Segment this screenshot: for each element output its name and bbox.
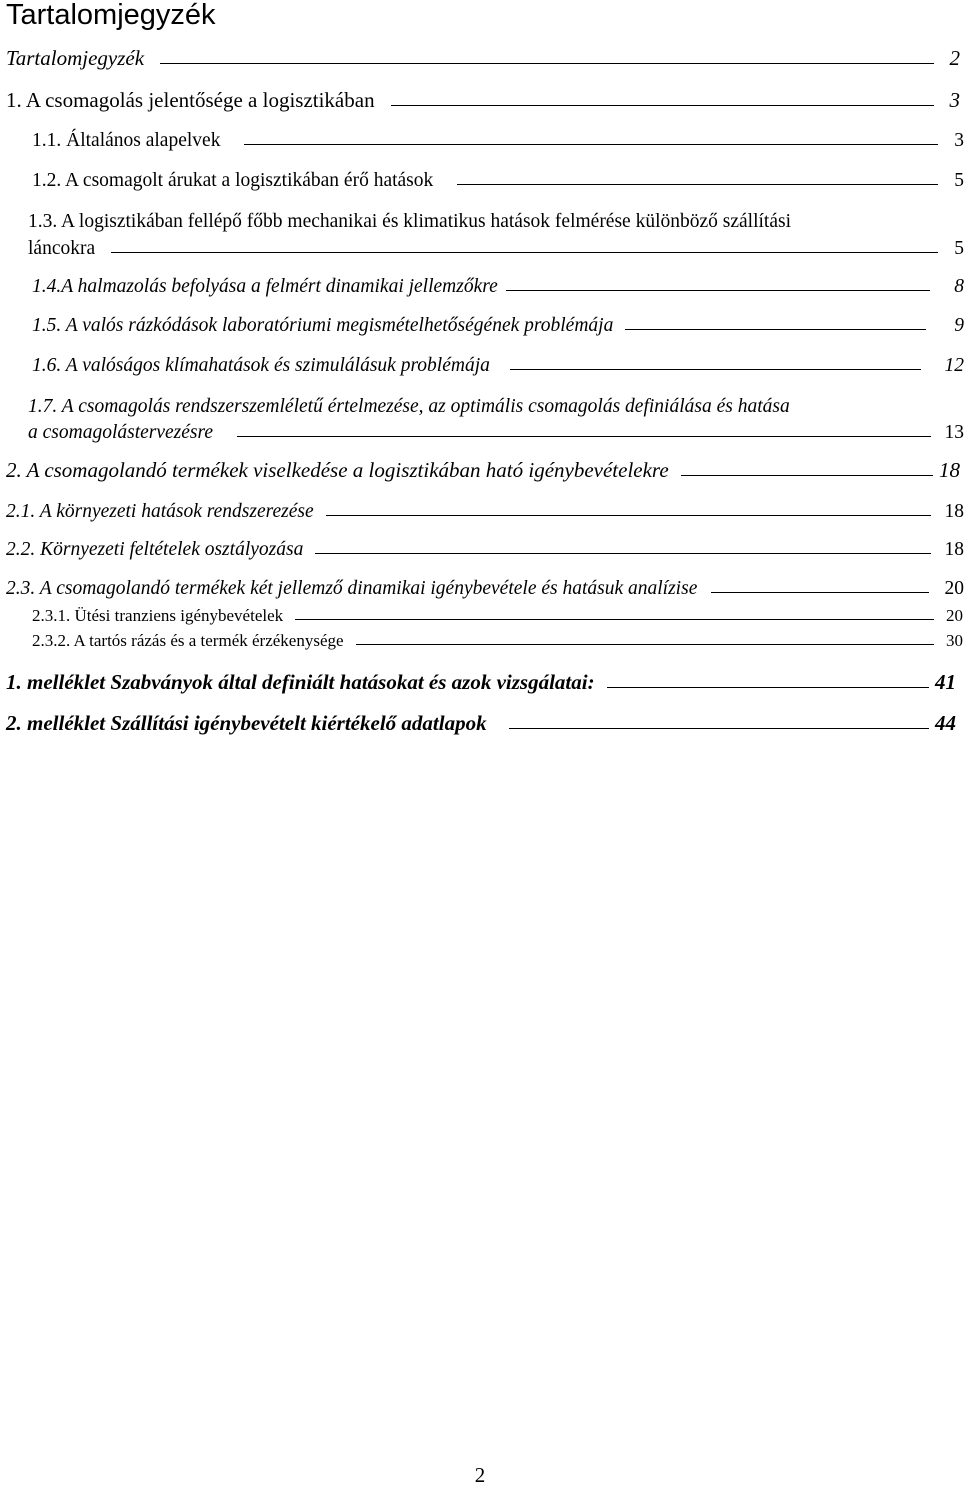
toc-entry-label: 2.3.1. Ütési tranziens igénybevételek bbox=[32, 606, 284, 625]
toc-entry[interactable] bbox=[6, 711, 956, 736]
toc-leader bbox=[315, 553, 930, 554]
toc-entry-page: 44 bbox=[935, 711, 956, 735]
toc-leader bbox=[391, 105, 934, 106]
toc-entry-label: 1.4.A halmazolás befolyása a felmért dinamikai jellemzőkre bbox=[32, 276, 498, 297]
toc-entry[interactable] bbox=[6, 670, 956, 695]
toc-entry[interactable] bbox=[32, 606, 963, 626]
toc-entry[interactable] bbox=[6, 458, 960, 483]
toc-entry-label: 2. A csomagolandó termékek viselkedése a logisztikában ható igénybevételekre bbox=[6, 458, 669, 482]
toc-entry-label: 2.2. Környezeti feltételek osztályozása bbox=[6, 539, 304, 560]
toc-entry[interactable] bbox=[6, 539, 964, 561]
toc-entry[interactable] bbox=[6, 578, 964, 600]
toc-entry[interactable] bbox=[32, 631, 963, 651]
toc-entry-page: 18 bbox=[944, 539, 964, 560]
toc-entry[interactable] bbox=[32, 130, 964, 152]
toc-entry-label: 2.1. A környezeti hatások rendszerezése bbox=[6, 501, 314, 522]
toc-entry-label: Tartalomjegyzék bbox=[6, 46, 145, 70]
toc-entry[interactable] bbox=[6, 46, 960, 71]
toc-leader bbox=[625, 329, 926, 330]
toc-entry[interactable] bbox=[32, 315, 964, 337]
toc-entry-page: 13 bbox=[944, 422, 964, 443]
toc-entry[interactable] bbox=[32, 170, 964, 192]
toc-entry-page: 2 bbox=[949, 46, 960, 70]
toc-entry-page: 12 bbox=[944, 355, 964, 376]
toc-leader bbox=[607, 687, 929, 688]
toc-entry-label: 1.2. A csomagolt árukat a logisztikában érő hatások bbox=[32, 170, 434, 191]
toc-leader bbox=[457, 184, 938, 185]
toc-entry-label: 2.3. A csomagolandó termékek két jellemző dinamikai igénybevétele és hatásuk analízise bbox=[6, 578, 698, 599]
toc-entry[interactable] bbox=[6, 88, 960, 113]
toc-entry-page: 20 bbox=[944, 578, 964, 599]
toc-entry[interactable] bbox=[6, 501, 964, 523]
toc-leader bbox=[160, 63, 933, 64]
toc-entry-label: 1.1. Általános alapelvek bbox=[32, 130, 221, 151]
toc-entry-label: 1. melléklet Szabványok által definiált hatásokat és azok vizsgálatai: bbox=[6, 670, 595, 694]
toc-entry-label: 1.3. A logisztikában fellépő főbb mechanikai és klimatikus hatások felmérése különböző szállítási bbox=[28, 211, 792, 232]
toc-entry-label: 1.6. A valóságos klímahatások és szimulálásuk problémája bbox=[32, 355, 490, 376]
toc-entry-page: 18 bbox=[944, 501, 964, 522]
toc-entry[interactable] bbox=[32, 355, 964, 377]
toc-entry-page: 8 bbox=[954, 276, 964, 297]
toc-leader bbox=[237, 436, 930, 437]
toc-leader bbox=[510, 369, 921, 370]
toc-entry-label: 1.7. A csomagolás rendszerszemléletű értelmezése, az optimális csomagolás definiálása és hatása bbox=[28, 396, 790, 417]
toc-entry-page: 3 bbox=[954, 130, 964, 151]
toc-leader bbox=[295, 619, 934, 620]
toc-entry-page: 41 bbox=[935, 670, 956, 694]
toc-leader bbox=[506, 290, 930, 291]
toc-entry[interactable] bbox=[32, 276, 964, 298]
toc-leader bbox=[326, 515, 931, 516]
toc-leader bbox=[244, 144, 938, 145]
page-number: 2 bbox=[474, 1463, 486, 1487]
toc-entry-page: 9 bbox=[954, 315, 964, 336]
toc-entry-page: 3 bbox=[949, 88, 960, 112]
toc-entry-page: 18 bbox=[939, 458, 960, 482]
toc-entry-label-continued: a csomagolástervezésre bbox=[28, 422, 214, 443]
toc-entry[interactable] bbox=[28, 394, 964, 446]
toc-entry-label-continued: láncokra bbox=[28, 238, 96, 259]
toc-leader bbox=[356, 644, 934, 645]
toc-entry[interactable] bbox=[28, 208, 964, 262]
toc-entry-label: 1. A csomagolás jelentősége a logisztikában bbox=[6, 88, 375, 112]
toc-leader bbox=[111, 252, 938, 253]
page-title: Tartalomjegyzék bbox=[6, 0, 216, 31]
toc-leader bbox=[681, 475, 933, 476]
toc-entry-page: 5 bbox=[954, 170, 964, 191]
toc-entry-label: 2.3.2. A tartós rázás és a termék érzékenysége bbox=[32, 631, 344, 650]
toc-entry-page: 30 bbox=[946, 631, 963, 650]
toc-entry-label: 2. melléklet Szállítási igénybevételt kiértékelő adatlapok bbox=[6, 711, 487, 735]
toc-leader bbox=[711, 592, 928, 593]
toc-leader bbox=[509, 728, 929, 729]
toc-entry-page: 20 bbox=[946, 606, 963, 625]
toc-entry-label: 1.5. A valós rázkódások laboratóriumi megismételhetőségének problémája bbox=[32, 315, 614, 336]
toc-entry-page: 5 bbox=[954, 238, 964, 259]
